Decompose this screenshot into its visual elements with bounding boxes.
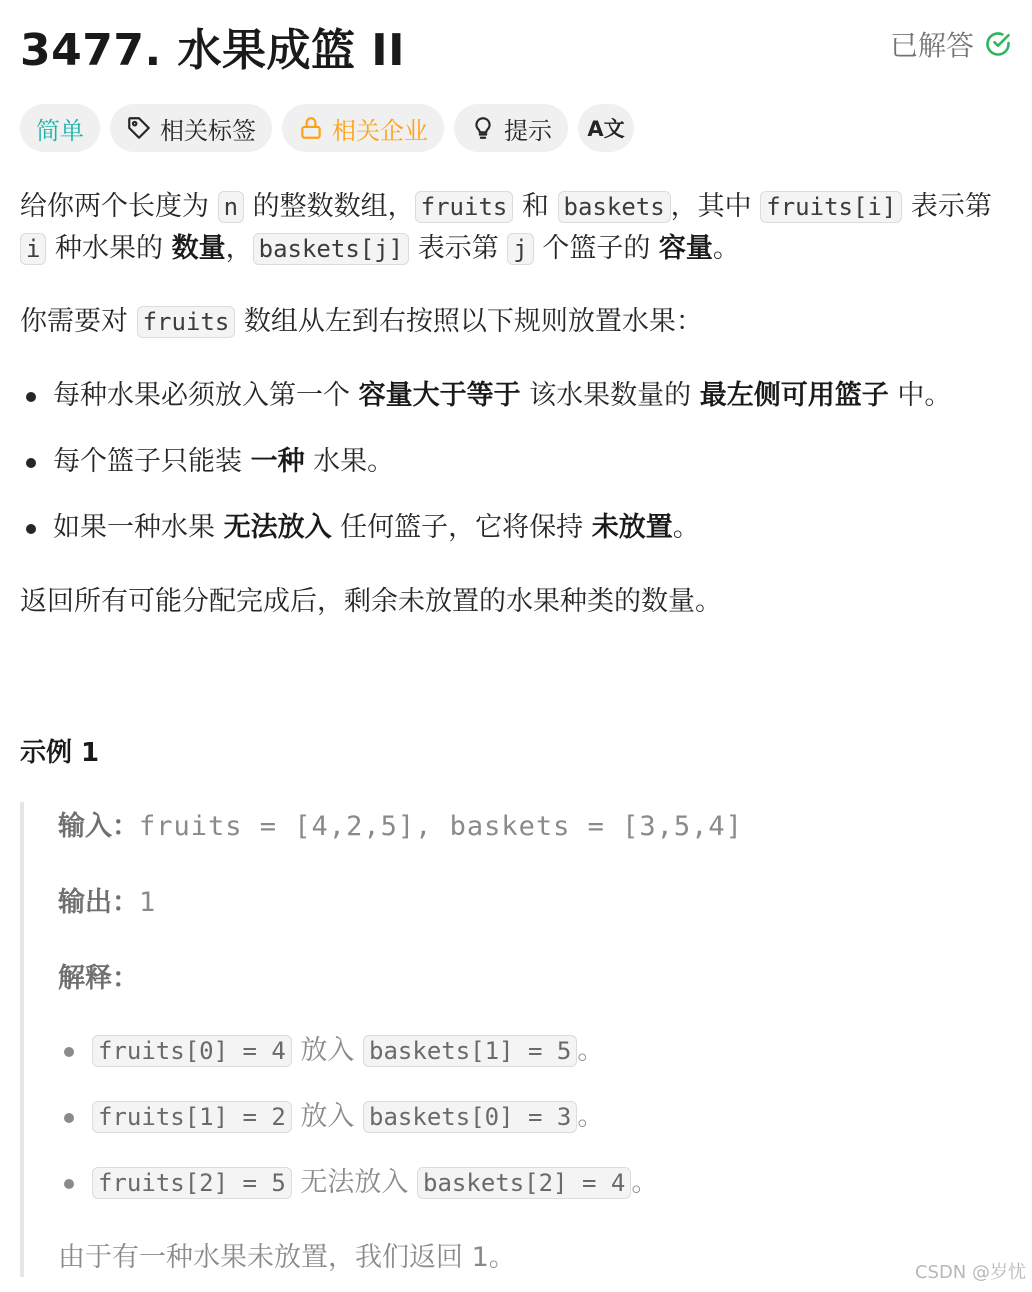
bold-text: 最左侧可用篮子 bbox=[699, 380, 889, 411]
output-value: 1 bbox=[139, 887, 157, 918]
example-block bbox=[20, 802, 1014, 1277]
text-fragment: 。 bbox=[672, 512, 700, 543]
inline-code: j bbox=[507, 233, 533, 265]
list-item bbox=[20, 441, 1010, 507]
rules-list bbox=[20, 375, 1010, 573]
text-fragment: 给你两个长度为 bbox=[20, 191, 218, 222]
list-item bbox=[58, 1030, 658, 1096]
example-conclusion: 由于有一种水果未放置，我们返回 1。 bbox=[58, 1242, 516, 1273]
text-fragment: 无法放入 bbox=[291, 1167, 418, 1198]
inline-code: baskets[j] bbox=[253, 233, 410, 265]
text-fragment: 你需要对 bbox=[20, 306, 137, 337]
solved-status bbox=[890, 24, 1012, 64]
bold-text: 无法放入 bbox=[223, 512, 332, 543]
inline-code: n bbox=[218, 191, 244, 223]
output-label: 输出： bbox=[58, 887, 139, 918]
input-label: 输入： bbox=[58, 811, 139, 842]
problem-header bbox=[20, 14, 1012, 74]
list-item bbox=[20, 507, 1010, 573]
text-fragment: 如果一种水果 bbox=[53, 512, 224, 543]
difficulty-chip[interactable] bbox=[20, 104, 100, 152]
watermark: CSDN @岁忧 bbox=[914, 1262, 1026, 1283]
text-fragment: 放入 bbox=[291, 1035, 364, 1066]
related-tags-label: 相关标签 bbox=[160, 116, 256, 145]
text-fragment: 任何篮子，它将保持 bbox=[331, 512, 592, 543]
example-explanation-label bbox=[58, 956, 139, 995]
text-fragment: 放入 bbox=[291, 1101, 364, 1132]
inline-code: fruits[1] = 2 bbox=[92, 1101, 292, 1133]
hint-label: 提示 bbox=[504, 116, 552, 145]
text-fragment: 种水果的 bbox=[46, 233, 172, 264]
text-fragment: 。 bbox=[712, 233, 740, 264]
explanation-list bbox=[58, 1030, 658, 1228]
text-fragment: ， bbox=[225, 233, 253, 264]
inline-code: fruits[0] = 4 bbox=[92, 1035, 292, 1067]
text-fragment: 数组从左到右按照以下规则放置水果： bbox=[235, 306, 703, 337]
difficulty-label: 简单 bbox=[36, 116, 84, 145]
text-fragment: 个篮子的 bbox=[533, 233, 659, 264]
text-fragment: 每种水果必须放入第一个 bbox=[53, 380, 359, 411]
description-paragraph-1 bbox=[20, 186, 1010, 270]
inline-code: fruits[i] bbox=[760, 191, 902, 223]
bold-text: 容量 bbox=[658, 233, 713, 264]
list-item bbox=[20, 375, 1010, 441]
related-companies-chip[interactable] bbox=[282, 104, 444, 152]
inline-code: fruits bbox=[415, 191, 514, 223]
text-fragment: 。 bbox=[631, 1167, 659, 1198]
text-fragment: 该水果数量的 bbox=[520, 380, 700, 411]
problem-chips bbox=[20, 104, 634, 152]
description-paragraph-3: 返回所有可能分配完成后，剩余未放置的水果种类的数量。 bbox=[20, 586, 722, 617]
translate-icon: A文 bbox=[587, 117, 625, 141]
text-fragment: 表示第 bbox=[409, 233, 508, 264]
example-title: 示例 1 bbox=[20, 738, 100, 768]
text-fragment: 。 bbox=[577, 1101, 605, 1132]
list-item bbox=[58, 1096, 658, 1162]
inline-code: i bbox=[20, 233, 46, 265]
translate-chip[interactable] bbox=[578, 104, 634, 152]
problem-title: 3477. 水果成篮 II bbox=[20, 25, 406, 76]
inline-code: fruits[2] = 5 bbox=[92, 1167, 292, 1199]
bold-text: 数量 bbox=[171, 233, 226, 264]
inline-code: baskets bbox=[558, 191, 671, 223]
example-input bbox=[58, 804, 743, 843]
example-output bbox=[58, 880, 156, 919]
text-fragment: 。 bbox=[577, 1035, 605, 1066]
inline-code: baskets[1] = 5 bbox=[363, 1035, 577, 1067]
text-fragment: 的整数数组， bbox=[244, 191, 415, 222]
bold-text: 一种 bbox=[250, 446, 305, 477]
explanation-label: 解释： bbox=[58, 963, 139, 994]
tag-icon bbox=[126, 115, 152, 141]
input-value: fruits = [4,2,5], baskets = [3,5,4] bbox=[139, 811, 743, 842]
solved-label: 已解答 bbox=[889, 29, 974, 62]
check-circle-icon bbox=[984, 30, 1012, 58]
inline-code: fruits bbox=[137, 306, 236, 338]
bold-text: 容量大于等于 bbox=[358, 380, 521, 411]
hint-chip[interactable] bbox=[454, 104, 568, 152]
related-companies-label: 相关企业 bbox=[332, 116, 428, 145]
inline-code: baskets[2] = 4 bbox=[417, 1167, 631, 1199]
text-fragment: 中。 bbox=[888, 380, 952, 411]
text-fragment: ，其中 bbox=[670, 191, 761, 222]
text-fragment: 每个篮子只能装 bbox=[53, 446, 251, 477]
bold-text: 未放置 bbox=[591, 512, 673, 543]
related-tags-chip[interactable] bbox=[110, 104, 272, 152]
text-fragment: 表示第 bbox=[902, 191, 992, 222]
description-paragraph-2 bbox=[20, 301, 1010, 343]
text-fragment: 和 bbox=[513, 191, 558, 222]
inline-code: baskets[0] = 3 bbox=[363, 1101, 577, 1133]
text-fragment: 水果。 bbox=[304, 446, 395, 477]
lightbulb-icon bbox=[470, 115, 496, 141]
lock-icon bbox=[298, 115, 324, 141]
list-item bbox=[58, 1162, 658, 1228]
